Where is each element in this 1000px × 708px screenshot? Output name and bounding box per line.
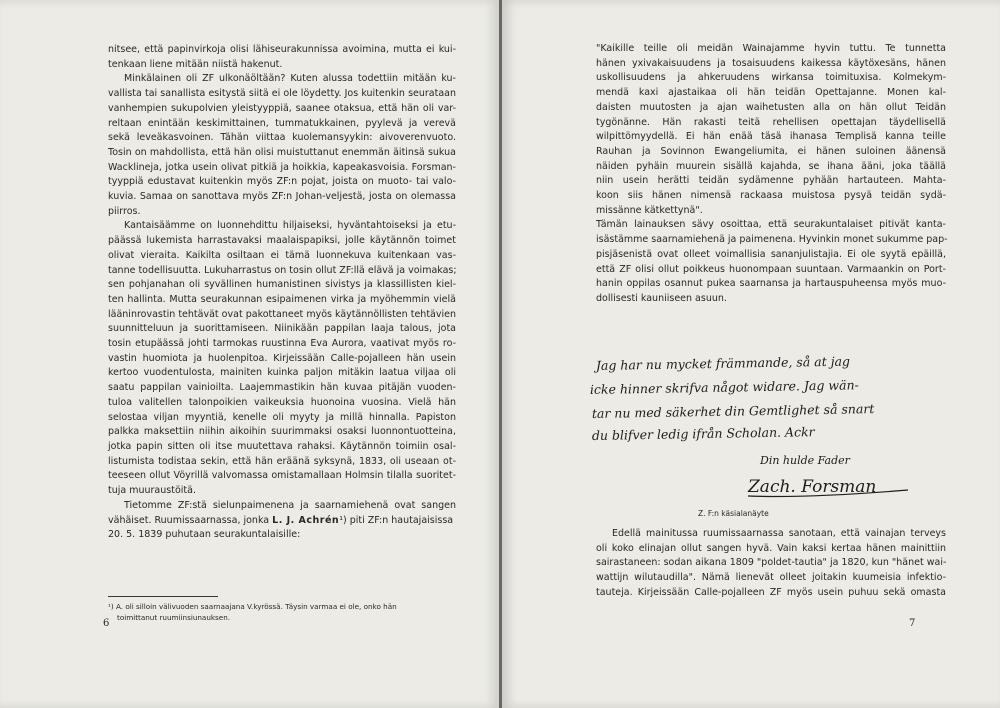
right-page-body [596,42,946,307]
text-line: kertoo vuodentulosta, mainiten kuinka paljon mitäkin laatua viljaa oli [108,367,456,379]
text-line: palkka maksettiin niihin aikoihin suurimmaksi osaksi luonnontuotteina, [108,426,456,438]
left-page-body [108,43,456,543]
quote-line: tygönänne. Hän rakasti teitä rehellisen opettajan täydellisellä [596,116,946,128]
footnote-divider [108,596,218,597]
text-line: listumista todistaa sekin, että hän eräänä syksynä, 1833, oli useaan ot- [108,455,456,467]
text-line: isästämme saarnamiehenä ja paimenena. Hyvinkin monet sukumme pap- [596,234,948,246]
left-page [0,0,499,708]
text-line: jotka papin sitten oli itse muutettava rahaksi. Käytännön toimiin osal- [108,440,456,452]
text-line: sairastaneen: sodan aikana 1809 "poldet-tautia" ja 1820, kun "hänet wai- [596,557,947,569]
text-line: saatu pappilan vainioilta. Laajemmastikin hän kuvaa pitäjän vuoden- [108,382,456,394]
text-line: hanin oppilas osannut pukea saarnansa ja hartauspuheensa myös muo- [596,278,946,290]
text-line: Edellä mainitussa ruumissaarnassa sanotaan, että vainajan terveys [612,528,946,539]
text-line: ten hallinta. Mutta seurakunnan esipaimenen virka ja myöhemmin vielä [108,293,456,305]
page-number: 6 [103,618,110,629]
handwriting-line: tar nu med säkerhet din Gemtlighet så snart [591,401,875,421]
quote-line: uskollisuudens ja ahkeruudens wirkansa toimituxisa. Kolmekym- [596,72,946,84]
quote-line: niin usein herätti teidän sydämenne pyhään hartauteen. Mahta- [596,175,946,187]
quote-line: Rauhan ja Sovinnon Ewangeliumita, ei hänen suloinen äänensä [596,145,946,157]
text-line: tuloa valitellen talonpoikien vaikeuksia huonoina vuosina. Vielä hän [108,396,456,408]
text-line: että ZF olisi ollut poikkeus huonompaan suuntaan. Varmaankin on Port- [596,263,946,275]
text-line: sen pohjanahan oli syvällinen humanistinen sivistys ja klassillisten kiel- [108,279,456,291]
text-line: nitsee, että papinvirkoja olisi lähiseurakunnissa avoimina, mutta ei kui- [108,44,456,55]
text-line: selostaa viljan myyntiä, kenelle oli myyty ja millä hinnalla. Papiston [108,411,456,423]
quote-line: hänen yxivakaisuudens ja tosaisuudens kaikessa käytöxesäns, hänen [596,57,946,69]
quote-line: missänne kätkettynä". [596,204,703,216]
text-fragment: ¹) piti ZF:n hautajaisissa [339,514,454,526]
text-line: tenkaan liene mitään niistä hakenut. [108,58,283,70]
right-page [502,0,1000,708]
text-line: vallista tai sanallista esitystä siitä ei ole löydetty. Jos kuitenkin seurataan [108,88,456,100]
text-line: tanne todellisuutta. Lukuharrastus on tosin ollut ZF:llä elävä ja voimakas; [108,264,457,276]
quote-line: wilpittömyydellä. Ei hän enää täsä ihanasa Templisä kanna teille [596,131,946,143]
handwriting-line: Jag har nu mycket främmande, så at jag [595,353,851,373]
text-line [108,514,456,529]
handwriting-sample-image [590,352,920,502]
text-line: wattijn wilutaudilla". Nämä lienevät olleet joitakin kuumeisia infektio- [596,572,946,584]
handwriting-line: icke hinner skrifva något widare. Jag wän- [590,377,859,397]
text-line: oli koko elinajan ollut sangen hyvä. Vain kaksi kertaa hänen mainittiin [596,542,946,554]
text-line: tauteja. Kirjeissään Calle-pojalleen ZF myös usein puhuu sekä omasta [596,586,946,598]
text-line: dollisesti kauniiseen asuun. [596,292,727,304]
handwriting-line: du blifver ledig ifrån Scholan. Ackr [591,424,815,443]
footnote-line: toimittanut ruumiinsiunauksen. [117,612,231,622]
signature: Zach. Forsman [748,477,877,497]
text-line: lääninrovastin tehtävät ovat pakottaneet myös käytännöllisten tehtävien [108,308,456,320]
quote-line: mendä kaxi ajastaikaa oli hän teidän Opettajanne. Monen kal- [596,87,946,99]
text-line: Minkälainen oli ZF ulkonäöltään? Kuten alussa todettiin mitään ku- [124,73,456,85]
text-line: pisjäsenistä ovat olleet voimallisia sananjulistajia. Ei ole syytä epäillä, [596,248,946,260]
quote-line: näiden pyhäin muurein sisällä kajahda, se ihana ääni, joka täällä [596,160,946,172]
text-line: kuvia. Samaa on sanottava myös ZF:n Johan-veljestä, josta on olemassa [108,191,456,203]
text-line: teeseen ollut Vöyrillä valvomassa omistamallaan Holmsin tilalla suoritet- [108,470,456,482]
text-line: Tosin on mahdollista, että hän olisi muistuttanut enemmän äitinsä sukua [108,146,456,158]
text-line: vastin huomiota ja huolenpitoa. Kirjeissään Calle-pojalleen hän usein [108,352,456,364]
text-line: tyyppiä edustavat kuitenkin myös ZF:n pojat, joista on muoto- tai valo- [108,176,456,188]
text-line: tosin etupäässä johti tarmokas ruustinna Eva Aurora, vaativat myös ro- [108,338,456,350]
handwriting-sample [590,352,920,502]
footnote-line: ¹) A. oli silloin välivuoden saarnaajana V.kyrössä. Täysin varmaa ei ole, onko hän [108,602,397,611]
text-line: Tämän lainauksen sävy osoittaa, että seurakuntalaiset pitivät kanta- [596,219,946,231]
quote-line: "Kaikille teille oli meidän Wainajamme hyvin tuttu. Te tunnetta [596,43,946,54]
text-line: olivat vieraita. Kaikilta osiltaan ei tämä luonnekuva kuitenkaan vas- [108,249,456,261]
text-line: vanhempien sukupolvien yleistyyppiä, saanee otaksua, että hän oli var- [108,102,456,114]
figure-caption: Z. F:n käsialanäyte [698,509,769,518]
page-number: 7 [909,618,916,629]
text-line: päässä lukemista harrastavaksi maalaispapiksi, jolle käytännön toimet [108,235,456,247]
footnote [108,602,456,623]
quote-line: daisten muutosten ja ajan waihetusten alla on hän ollut Teidän [596,101,946,113]
right-page-body-lower [596,527,946,601]
text-line: piirros. [108,205,141,217]
text-line: suunnitteluun ja suorittamiseen. Niinikään pappilan laaja talous, jota [108,323,456,335]
person-name: L. J. Achrén [272,514,340,526]
handwriting-line: Din hulde Fader [760,454,850,467]
quote-line: koon siis hänen nimensä rackaasa muistosa pysyä teidän sydä- [596,190,946,202]
text-line: Kantaisäämme on luonnehdittu hiljaiseksi, hyväntahtoiseksi ja etu- [124,220,456,232]
text-line: reltaan enintään keskimittainen, tummatukkainen, pyylevä ja verevä [108,117,456,129]
text-line: sekä leveäkasvoinen. Tähän viittaa kuolemansyykin: aivoverenvuoto. [108,132,456,144]
text-line: 20. 5. 1839 puhutaan seurakuntalaisille: [108,529,301,541]
text-fragment: vähäiset. Ruumissaarnassa, jonka [108,514,270,526]
text-line: tuja muuraustöitä. [108,485,196,497]
text-line: Wacklineja, jotka usein olivat pitkiä ja hoikkia, kapeakasvoisia. Forsman- [108,161,456,173]
text-line: Tietomme ZF:stä sielunpaimenena ja saarnamiehenä ovat sangen [124,499,456,511]
